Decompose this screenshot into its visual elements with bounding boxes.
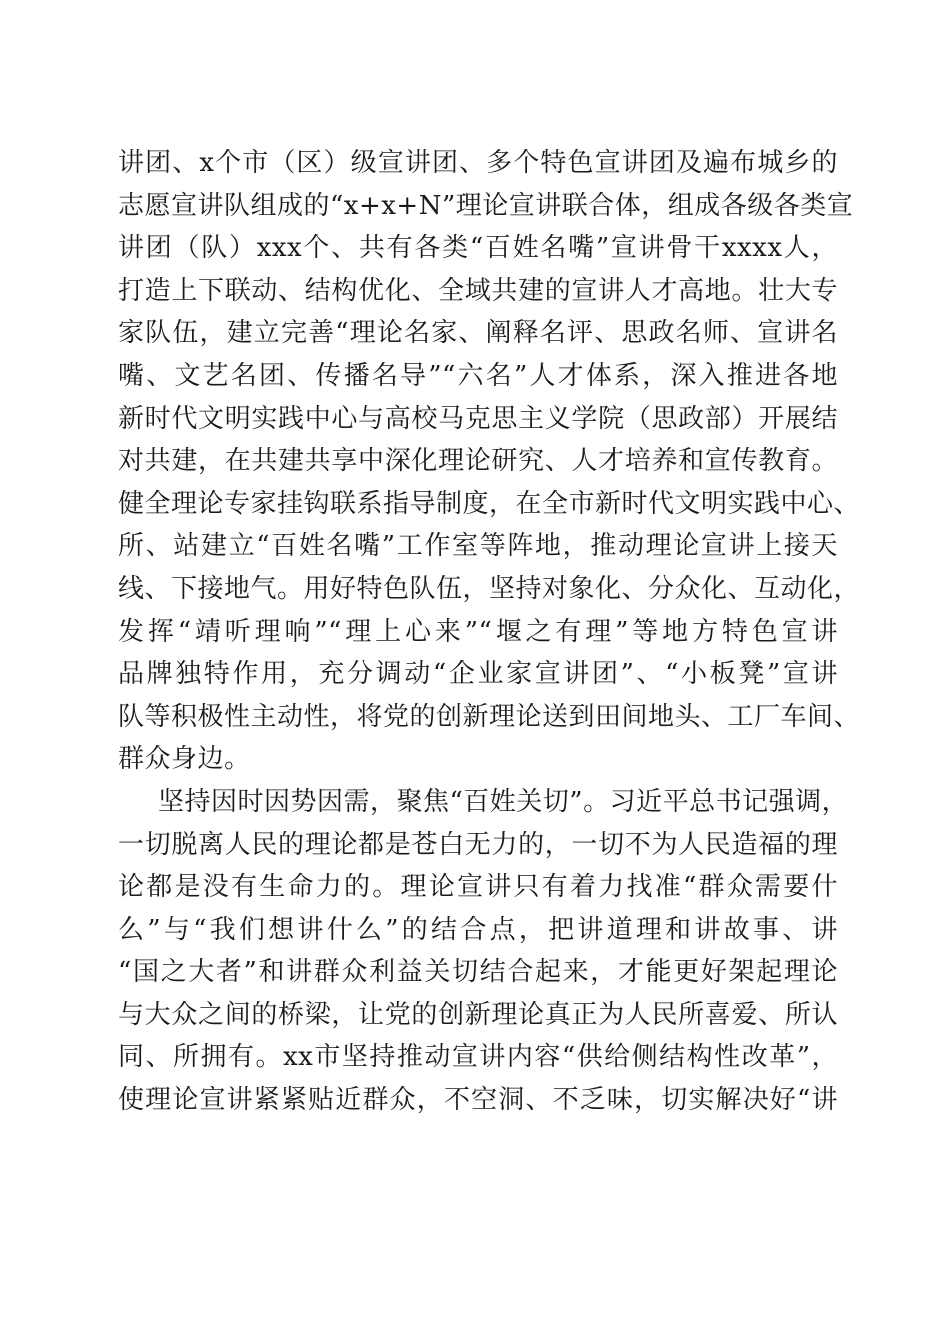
- text-line: 嘴、文艺名团、传播名导”“六名”人才体系，深入推进各地: [118, 360, 838, 391]
- text-line: 同、所拥有。xx市坚持推动宣讲内容“供给侧结构性改革”，: [118, 1042, 838, 1073]
- text-line: 新时代文明实践中心与高校马克思主义学院（思政部）开展结: [118, 403, 838, 434]
- text-line: 线、下接地气。用好特色队伍，坚持对象化、分众化、互动化，: [118, 573, 861, 604]
- body-text: [118, 142, 861, 1122]
- text-line: 与大众之间的桥梁，让党的创新理论真正为人民所喜爱、所认: [118, 999, 838, 1030]
- text-line: 使理论宣讲紧紧贴近群众，不空洞、不乏味，切实解决好“讲: [118, 1085, 838, 1116]
- text-line: 品牌独特作用，充分调动“企业家宣讲团”、“小板凳”宣讲: [118, 659, 838, 690]
- text-line: 志愿宣讲队组成的“x+x+N”理论宣讲联合体，组成各级各类宣: [118, 190, 854, 221]
- text-line: 打造上下联动、结构优化、全域共建的宣讲人才高地。壮大专: [118, 275, 838, 306]
- text-line: 一切脱离人民的理论都是苍白无力的，一切不为人民造福的理: [118, 829, 838, 860]
- text-line: “国之大者”和讲群众利益关切结合起来，才能更好架起理论: [118, 957, 838, 988]
- text-line: 队等积极性主动性，将党的创新理论送到田间地头、工厂车间、: [118, 701, 861, 732]
- text-line: 所、站建立“百姓名嘴”工作室等阵地，推动理论宣讲上接天: [118, 531, 838, 562]
- text-line: 论都是没有生命力的。理论宣讲只有着力找准“群众需要什: [118, 872, 838, 903]
- paragraph-end-line: 群众身边。: [118, 744, 251, 775]
- text-line: 对共建，在共建共享中深化理论研究、人才培养和宣传教育。: [118, 446, 838, 477]
- text-line: 讲团（队）xxx个、共有各类“百姓名嘴”宣讲骨干xxxx人，: [118, 233, 838, 264]
- text-line: 讲团、x个市（区）级宣讲团、多个特色宣讲团及遍布城乡的: [118, 148, 838, 178]
- text-line: 家队伍，建立完善“理论名家、阐释名评、思政名师、宣讲名: [118, 318, 838, 349]
- text-line: 发挥“靖听理响”“理上心来”“堰之有理”等地方特色宣讲: [118, 616, 838, 647]
- text-line: 么”与“我们想讲什么”的结合点，把讲道理和讲故事、讲: [118, 914, 838, 945]
- text-line: 健全理论专家挂钩联系指导制度，在全市新时代文明实践中心、: [118, 488, 861, 519]
- paragraph-start-line: 坚持因时因势因需，聚焦“百姓关切”。习近平总书记强调，: [158, 786, 849, 817]
